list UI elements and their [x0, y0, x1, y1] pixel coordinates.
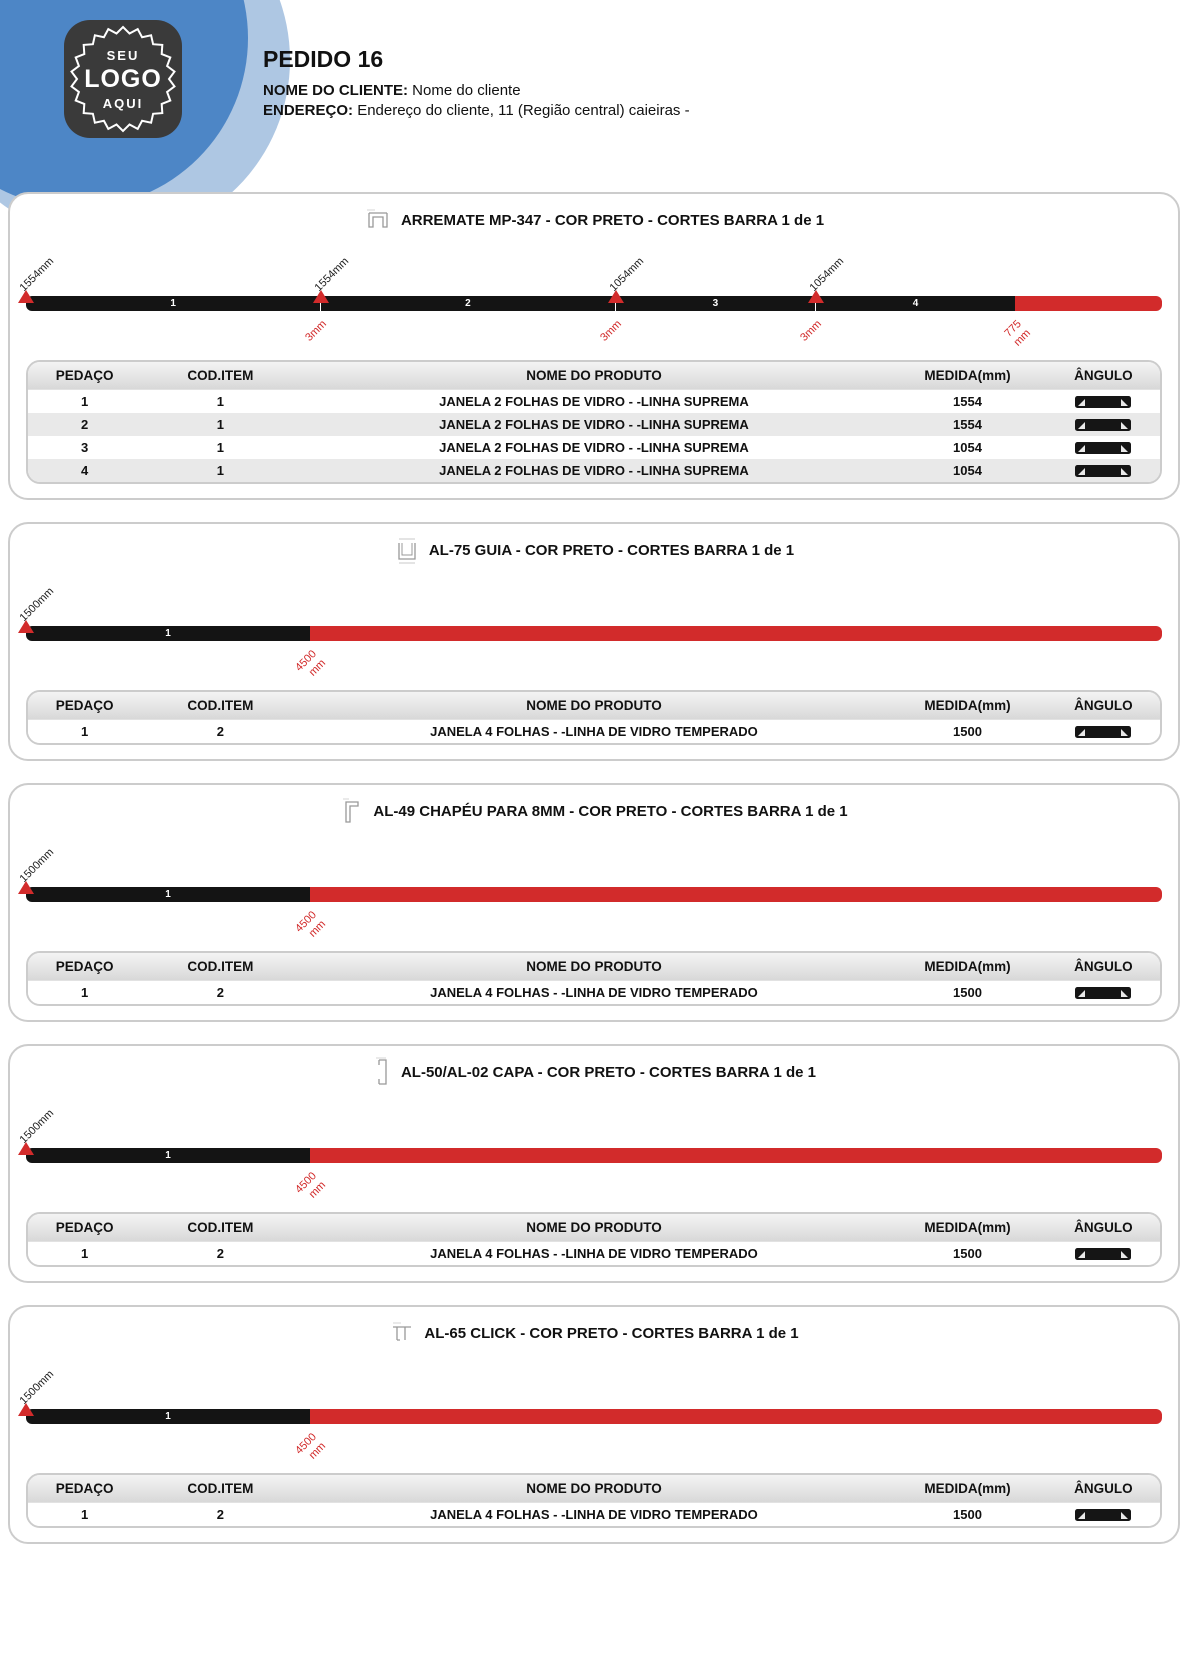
col-header-measure: MEDIDA(mm): [924, 368, 1011, 383]
piece-number: 1: [165, 889, 171, 900]
profile-section-card: [8, 1044, 1180, 1283]
bar-piece: [816, 296, 1016, 311]
logo-line-main: LOGO: [84, 64, 162, 93]
cut-bar: [26, 1148, 1162, 1163]
cut-diagram: [17, 1090, 1162, 1212]
cell-product: JANELA 2 FOLHAS DE VIDRO - -LINHA SUPREMA: [439, 440, 749, 455]
section-title: AL-49 CHAPÉU PARA 8MM - COR PRETO - CORTES BARRA 1 de 1: [373, 802, 848, 820]
cell-product: JANELA 2 FOLHAS DE VIDRO - -LINHA SUPREMA: [439, 394, 749, 409]
logo-badge: [60, 16, 186, 142]
col-header-piece: PEDAÇO: [55, 959, 114, 974]
order-title: PEDIDO 16: [263, 46, 384, 72]
profile-chapeu-icon: [340, 796, 364, 826]
col-header-angle: ÂNGULO: [1074, 1481, 1133, 1496]
col-header-product: NOME DO PRODUTO: [526, 959, 662, 974]
col-header-code: COD.ITEM: [187, 368, 254, 383]
top-labels: 1500mm: [17, 1368, 57, 1407]
cut-marker-icon: [18, 1142, 34, 1155]
cell-product: JANELA 2 FOLHAS DE VIDRO - -LINHA SUPREMA: [439, 463, 749, 478]
profile-guia-icon: [394, 535, 420, 565]
profile-section-card: [8, 1305, 1180, 1544]
cell-code: 2: [216, 1507, 225, 1522]
col-header-angle: ÂNGULO: [1074, 698, 1133, 713]
cell-measure: 1500: [953, 985, 982, 1000]
cut-bar: [26, 887, 1162, 902]
piece-number: 3: [712, 298, 719, 309]
top-labels: 1554mm 1554mm 1054mm 1054mm: [17, 255, 846, 294]
bar-remainder: [310, 1148, 1162, 1163]
order-info: [263, 16, 690, 142]
cut-marker-icon: [313, 290, 329, 303]
document-header: [0, 0, 1188, 142]
table-header-row: [28, 362, 1160, 390]
address-value: Endereço do cliente, 11 (Região central) caieiras -: [357, 102, 690, 119]
sections-container: [0, 192, 1188, 1544]
bar-remainder: [310, 1409, 1162, 1424]
table-row: [28, 1503, 1160, 1526]
col-header-code: COD.ITEM: [187, 959, 254, 974]
section-title-row: [26, 793, 1162, 829]
cell-code: 1: [216, 417, 225, 432]
piece-number: 1: [170, 298, 176, 309]
cut-angle-icon: [1047, 1503, 1160, 1526]
bar-piece: [26, 296, 320, 311]
cell-measure: 1054: [953, 440, 982, 455]
col-header-code: COD.ITEM: [187, 698, 254, 713]
piece-number: 1: [165, 628, 171, 639]
cuts-table: [26, 360, 1162, 484]
table-header-row: [28, 1214, 1160, 1242]
col-header-code: COD.ITEM: [187, 1481, 254, 1496]
bar-remainder: [310, 887, 1162, 902]
logo-text: [60, 16, 186, 142]
col-header-code: COD.ITEM: [187, 1220, 254, 1235]
bar-piece: [26, 1148, 310, 1163]
col-header-product: NOME DO PRODUTO: [526, 1220, 662, 1235]
cell-product: JANELA 4 FOLHAS - -LINHA DE VIDRO TEMPERADO: [430, 985, 758, 1000]
col-header-measure: MEDIDA(mm): [924, 1220, 1011, 1235]
bottom-labels: 4500 mm: [292, 1170, 328, 1201]
cell-piece: 4: [80, 463, 89, 478]
top-labels: 1500mm: [17, 846, 57, 885]
col-header-angle: ÂNGULO: [1074, 368, 1133, 383]
cut-bar: [26, 626, 1162, 641]
cell-measure: 1054: [953, 463, 982, 478]
cut-bar: [26, 1409, 1162, 1424]
profile-click-icon: [389, 1320, 415, 1346]
bar-remainder: [1015, 296, 1162, 311]
col-header-product: NOME DO PRODUTO: [526, 368, 662, 383]
col-header-piece: PEDAÇO: [55, 698, 114, 713]
bar-piece: [26, 887, 310, 902]
cell-piece: 1: [80, 394, 89, 409]
section-title: AL-50/AL-02 CAPA - COR PRETO - CORTES BARRA 1 de 1: [400, 1063, 817, 1081]
table-row: [28, 390, 1160, 413]
cut-angle-icon: [1047, 390, 1160, 413]
cell-measure: 1500: [953, 724, 982, 739]
bottom-labels: 4500 mm: [292, 648, 328, 679]
cell-product: JANELA 4 FOLHAS - -LINHA DE VIDRO TEMPERADO: [430, 724, 758, 739]
bar-piece: [321, 296, 615, 311]
col-header-angle: ÂNGULO: [1074, 1220, 1133, 1235]
piece-number: 1: [165, 1411, 171, 1422]
client-label: NOME DO CLIENTE:: [263, 82, 408, 99]
address-label: ENDEREÇO:: [263, 102, 354, 119]
cell-piece: 1: [80, 1507, 89, 1522]
top-labels: 1500mm: [17, 1107, 57, 1146]
cut-angle-icon: [1047, 413, 1160, 436]
section-title-row: [26, 532, 1162, 568]
cuts-table: [26, 1473, 1162, 1528]
cut-marker-icon: [18, 881, 34, 894]
table-row: [28, 413, 1160, 436]
cell-measure: 1500: [953, 1246, 982, 1261]
cut-marker-icon: [18, 290, 34, 303]
cell-piece: 1: [80, 985, 89, 1000]
section-title: AL-75 GUIA - COR PRETO - CORTES BARRA 1 de 1: [428, 541, 795, 559]
table-row: [28, 1242, 1160, 1265]
cut-diagram: [17, 238, 1162, 360]
cut-marker-icon: [18, 1403, 34, 1416]
piece-number: 4: [912, 298, 919, 309]
cut-bar: [26, 296, 1162, 311]
top-labels: 1500mm: [17, 585, 57, 624]
cuts-table: [26, 690, 1162, 745]
table-header-row: [28, 692, 1160, 720]
cell-code: 1: [216, 394, 225, 409]
profile-section-card: [8, 192, 1180, 500]
cell-piece: 1: [80, 724, 89, 739]
client-value: Nome do cliente: [412, 82, 521, 99]
table-row: [28, 436, 1160, 459]
cut-angle-icon: [1047, 1242, 1160, 1265]
cell-code: 2: [216, 1246, 225, 1261]
col-header-measure: MEDIDA(mm): [924, 959, 1011, 974]
section-title-row: [26, 1315, 1162, 1351]
cuts-table: [26, 951, 1162, 1006]
logo-line-top: SEU: [106, 47, 140, 63]
bottom-labels: 4500 mm: [292, 909, 328, 940]
col-header-measure: MEDIDA(mm): [924, 698, 1011, 713]
profile-section-card: [8, 783, 1180, 1022]
cut-marker-icon: [608, 290, 624, 303]
section-title: AL-65 CLICK - COR PRETO - CORTES BARRA 1 de 1: [424, 1324, 799, 1342]
col-header-product: NOME DO PRODUTO: [526, 1481, 662, 1496]
piece-number: 2: [465, 298, 471, 309]
table-row: [28, 459, 1160, 482]
cut-marker-icon: [18, 620, 34, 633]
cell-code: 2: [216, 724, 225, 739]
col-header-product: NOME DO PRODUTO: [526, 698, 662, 713]
cut-angle-icon: [1047, 981, 1160, 1004]
cell-code: 1: [216, 440, 225, 455]
profile-section-card: [8, 522, 1180, 761]
address-line: [263, 102, 690, 119]
cell-code: 1: [216, 463, 225, 478]
cell-measure: 1554: [953, 394, 982, 409]
table-header-row: [28, 1475, 1160, 1503]
cut-angle-icon: [1047, 720, 1160, 743]
cell-piece: 2: [80, 417, 89, 432]
cut-diagram: [17, 568, 1162, 690]
cell-measure: 1554: [953, 417, 982, 432]
cut-diagram: [17, 829, 1162, 951]
bottom-labels: 3mm 3mm 3mm 775 mm: [302, 318, 1033, 349]
cell-code: 2: [216, 985, 225, 1000]
cell-product: JANELA 4 FOLHAS - -LINHA DE VIDRO TEMPERADO: [430, 1246, 758, 1261]
table-row: [28, 981, 1160, 1004]
section-title-row: [26, 1054, 1162, 1090]
col-header-piece: PEDAÇO: [55, 368, 114, 383]
col-header-piece: PEDAÇO: [55, 1481, 114, 1496]
cut-diagram: [17, 1351, 1162, 1473]
logo-line-bottom: AQUI: [102, 95, 144, 111]
cell-product: JANELA 2 FOLHAS DE VIDRO - -LINHA SUPREMA: [439, 417, 749, 432]
col-header-angle: ÂNGULO: [1074, 959, 1133, 974]
section-title-row: [26, 202, 1162, 238]
table-header-row: [28, 953, 1160, 981]
col-header-piece: PEDAÇO: [55, 1220, 114, 1235]
cell-measure: 1500: [953, 1507, 982, 1522]
cuts-table: [26, 1212, 1162, 1267]
client-line: [263, 82, 690, 99]
bottom-labels: 4500 mm: [292, 1431, 328, 1462]
cut-marker-icon: [808, 290, 824, 303]
cut-angle-icon: [1047, 436, 1160, 459]
bar-remainder: [310, 626, 1162, 641]
cell-product: JANELA 4 FOLHAS - -LINHA DE VIDRO TEMPERADO: [430, 1507, 758, 1522]
section-title: ARREMATE MP-347 - COR PRETO - CORTES BARRA 1 de 1: [400, 211, 825, 229]
cell-piece: 1: [80, 1246, 89, 1261]
table-row: [28, 720, 1160, 743]
bar-piece: [26, 626, 310, 641]
profile-arremate-icon: [364, 208, 392, 232]
cell-piece: 3: [80, 440, 89, 455]
piece-number: 1: [165, 1150, 171, 1161]
col-header-measure: MEDIDA(mm): [924, 1481, 1011, 1496]
bar-piece: [26, 1409, 310, 1424]
cut-angle-icon: [1047, 459, 1160, 482]
bar-piece: [616, 296, 816, 311]
profile-capa-icon: [372, 1056, 392, 1088]
